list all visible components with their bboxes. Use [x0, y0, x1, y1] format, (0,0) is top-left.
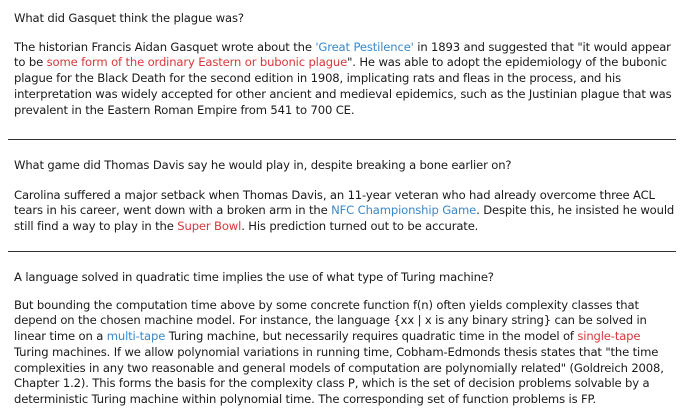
passage-segment: Turing machine, but necessarily requires quadratic time in the model of	[165, 329, 578, 344]
passage-text	[14, 298, 678, 408]
passage-segment: . His prediction turned out to be accurate.	[241, 219, 479, 234]
highlighted-answer: some form of the ordinary Eastern or bubonic plague	[46, 55, 348, 70]
qa-item	[14, 11, 678, 118]
passage-segment: Turing machines. If we allow polynomial variations in running time, Cobham-Edmonds thesis states that "the time complexities in any two reasonable and general models of computation are polynomially related" (Goldreich 2008, Chapter 1.2). This forms the basis for the complexity class P, which is the set of decision problems solvable by a deterministic Turing machine within polynomial time. The corresponding set of function problems is FP.	[14, 344, 664, 406]
qa-item	[14, 158, 678, 235]
passage-segment: Carolina suffered a major setback when Thomas Davis, an 11-year veteran who had already overcome three ACL tears in his career, went down with a broken arm in the	[14, 187, 655, 218]
qa-item	[14, 270, 678, 408]
highlighted-span: multi-tape	[106, 329, 166, 344]
question-text: What did Gasquet think the plague was?	[14, 11, 244, 25]
passage-text	[14, 40, 678, 119]
section-divider	[8, 251, 676, 252]
highlighted-answer: Super Bowl	[177, 219, 242, 234]
passage-segment: in 1893 and suggested that "it would appear to be	[14, 39, 671, 70]
question-text: A language solved in quadratic time implies the use of what type of Turing machine?	[14, 270, 494, 284]
question-text: What game did Thomas Davis say he would play in, despite breaking a bone earlier on?	[14, 158, 512, 172]
highlighted-answer: single-tape	[577, 329, 641, 344]
highlighted-span: 'Great Pestilence'	[315, 39, 414, 54]
passage-segment: The historian Francis Aidan Gasquet wrote about the	[14, 39, 316, 54]
passage-segment: ". He was able to adopt the epidemiology of the bubonic plague for the Black Death for the second edition in 1908, implicating rats and fleas in the process, and his interpretation was widely accepted for other ancient and medieval epidemics, such as the Justinian plague that was prevalent in the Eastern Roman Empire from 541 to 700 CE.	[14, 55, 672, 117]
section-divider	[8, 139, 676, 140]
highlighted-span: NFC Championship Game	[331, 203, 477, 218]
passage-text	[14, 188, 678, 235]
passage-segment: But bounding the computation time above by some concrete function f(n) often yields complexity classes that depend on the chosen machine model. For instance, the language {xx | x is any binary string} can be solved in linear time on a	[14, 297, 647, 344]
passage-segment: . Despite this, he insisted he would still find a way to play in the	[14, 203, 675, 234]
